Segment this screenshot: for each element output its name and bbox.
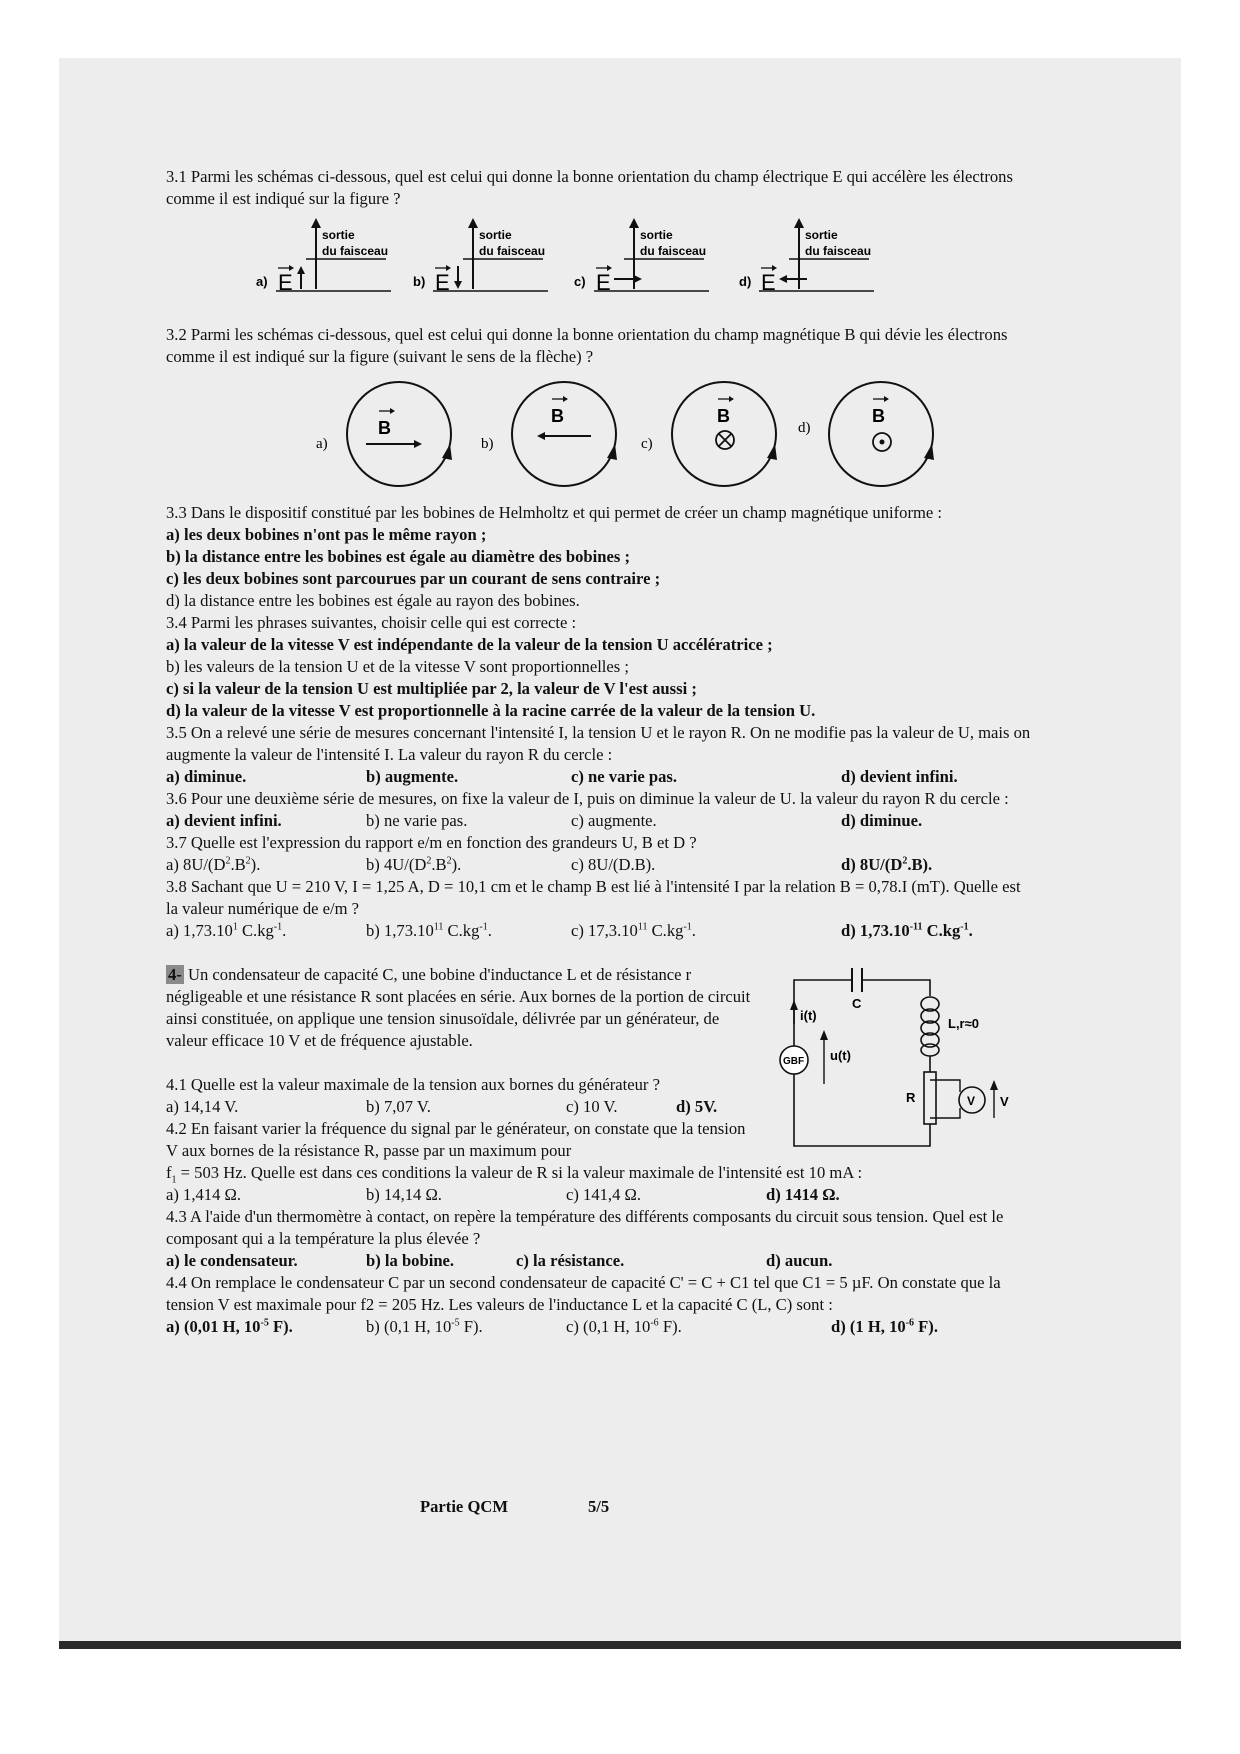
q43-option-b: b) la bobine.	[366, 1251, 455, 1270]
q35-option-c: c) ne varie pas.	[571, 767, 677, 786]
generator-label: GBF	[783, 1056, 805, 1067]
q41-stem: 4.1 Quelle est la valeur maximale de la tension aux bornes du générateur ?	[166, 1075, 660, 1094]
q33-option-c: c) les deux bobines sont parcourues par un courant de sens contraire ;	[166, 569, 661, 588]
q35-option-d: d) devient infini.	[841, 767, 958, 786]
q31-c-field: E	[596, 270, 611, 295]
q32-a-field: B	[378, 418, 391, 438]
q31-c-label2: du faisceau	[640, 244, 707, 258]
q31-a-label1: sortie	[322, 228, 355, 242]
tension-label: u(t)	[830, 1048, 851, 1063]
q43-option-c: c) la résistance.	[516, 1251, 625, 1270]
q42-options	[166, 1184, 1034, 1206]
q31-option-a: a)	[256, 274, 268, 289]
q34-option-b: b) les valeurs de la tension U et de la vitesse V sont proportionnelles ;	[166, 657, 629, 676]
rlc-circuit-diagram	[778, 964, 1018, 1164]
section-4	[166, 964, 1034, 1118]
q32-option-c: c)	[641, 436, 653, 452]
q31-c-label1: sortie	[640, 228, 673, 242]
capacitor-label: C	[852, 996, 862, 1011]
q32-b-field: B	[551, 406, 564, 426]
q35-option-b: b) augmente.	[366, 767, 459, 786]
q31-b-label2: du faisceau	[479, 244, 546, 258]
q44-option-a: a) (0,01 H, $10^{-5}$ F).	[166, 1317, 293, 1336]
q43-option-a: a) le condensateur.	[166, 1251, 298, 1270]
inductor-coil-icon	[921, 997, 939, 1056]
q36-option-b: b) ne varie pas.	[366, 811, 468, 830]
q36-options	[166, 810, 1034, 832]
q32-option-a: a)	[316, 436, 328, 452]
q35-options	[166, 766, 1034, 788]
q32-diagram-d	[798, 376, 986, 494]
q36-option-c: c) augmente.	[571, 811, 657, 830]
current-label: i(t)	[800, 1008, 817, 1023]
q44-option-d: d) (1 H, $10^{-6}$ F).	[831, 1317, 938, 1336]
q38-stem: 3.8 Sachant que U = 210 V, I = 1,25 A, D = 10,1 cm et le champ B est lié à l'intensité I par la relation B = 0,78.I (mT). Quelle est la valeur numérique de e/m ?	[166, 877, 1021, 918]
q41-options	[166, 1096, 758, 1118]
q44-option-c: c) (0,1 H, $10^{-6}$ F).	[566, 1317, 682, 1336]
q32-diagram-c	[641, 376, 821, 494]
inductor-label: L,r≈0	[948, 1016, 979, 1031]
q38-option-c: c) 17,3.10$^{11}$ $C.kg^{-1}$.	[571, 921, 696, 940]
q31-option-b: b)	[413, 274, 426, 289]
q36-option-a: a) devient infini.	[166, 811, 282, 830]
q37-options	[166, 854, 1034, 876]
q31-option-d: d)	[739, 274, 752, 289]
q31-a-label2: du faisceau	[322, 244, 389, 258]
q34-option-d: d) la valeur de la vitesse V est proportionnelle à la racine carrée de la valeur de la tension U.	[166, 701, 816, 720]
q34-option-c: c) si la valeur de la tension U est multipliée par 2, la valeur de V l'est aussi ;	[166, 679, 697, 698]
footer-title: Partie QCM	[420, 1497, 509, 1516]
q35-stem: 3.5 On a relevé une série de mesures concernant l'intensité I, la tension U et le rayon R. On ne modifie pas la valeur de U, mais on augmente la valeur de l'intensité I. La valeur du rayon R du cercle :	[166, 723, 1031, 764]
q31-c-arrow-right-icon	[634, 275, 642, 283]
q32-c-field: B	[717, 406, 730, 426]
q32-d-field: B	[872, 406, 885, 426]
q41-option-b: b) 7,07 V.	[366, 1097, 431, 1116]
q32-c-into-page-icon	[716, 431, 734, 449]
q37-option-c: c) 8U/(D.B).	[571, 855, 656, 874]
q37-option-a: a) $8U/(D^2.B^2)$.	[166, 855, 261, 874]
q33-option-b: b) la distance entre les bobines est égale au diamètre des bobines ;	[166, 547, 631, 566]
q32-stem: 3.2 Parmi les schémas ci-dessous, quel est celui qui donne la bonne orientation du champ magnétique B qui dévie les électrons comme il est indiqué sur la figure (suivant le sens de la flèche) ?	[166, 325, 1008, 366]
q35-option-a: a) diminue.	[166, 767, 247, 786]
q33-option-a: a) les deux bobines n'ont pas le même rayon ;	[166, 525, 487, 544]
q34-option-a: a) la valeur de la vitesse V est indépendante de la valeur de la tension U accélératrice ;	[166, 635, 773, 654]
q43-option-d: d) aucun.	[766, 1251, 833, 1270]
q42-option-c: c) 141,4 Ω.	[566, 1185, 642, 1204]
q42-option-a: a) 1,414 Ω.	[166, 1185, 242, 1204]
q31-a-arrow-up-icon	[297, 266, 305, 274]
q37-stem: 3.7 Quelle est l'expression du rapport e/m en fonction des grandeurs U, B et D ?	[166, 833, 697, 852]
q42-option-d: d) 1414 Ω.	[766, 1185, 840, 1204]
q44-options	[166, 1316, 1034, 1338]
q44-stem: 4.4 On remplace le condensateur C par un second condensateur de capacité C' = C + C1 tel que C1 = 5 µF. On constate que la tension V est maximale pour f2 = 205 Hz. Les valeurs de l'inductance L et la capacité C (L, C) sont :	[166, 1273, 1001, 1314]
document-body	[166, 166, 1034, 1338]
q31-diagrams	[166, 216, 1034, 316]
q44-option-b: b) (0,1 H, $10^{-5}$ F).	[366, 1317, 483, 1336]
q31-d-label1: sortie	[805, 228, 838, 242]
q31-b-field: E	[435, 270, 450, 295]
q37-option-d: d) $8U/(D^2.B)$.	[841, 855, 933, 874]
sec4-intro: 4- Un condensateur de capacité C, une bobine d'inductance L et de résistance r négligeable et une résistance R sont placées en série. Aux bornes de la portion de circuit ainsi constituée, on applique une tension sinusoïdale, délivrée par un générateur, de valeur efficace 10 V et de fréquence ajustable.	[166, 965, 751, 1050]
q43-options	[166, 1250, 1034, 1272]
q31-d-field: E	[761, 270, 776, 295]
resistor-label: R	[906, 1090, 916, 1105]
q36-stem: 3.6 Pour une deuxième série de mesures, on fixe la valeur de I, puis on diminue la valeur de U. la valeur du rayon R du cercle :	[166, 789, 1009, 808]
footer-page-number: 5/5	[588, 1497, 610, 1516]
q32-d-out-of-page-icon	[873, 433, 891, 451]
current-arrow-icon	[790, 1000, 798, 1010]
q34-stem: 3.4 Parmi les phrases suivantes, choisir celle qui est correcte :	[166, 613, 577, 632]
q32-diagram-a	[316, 376, 496, 494]
q38-option-b: b) 1,73.10$^{11}$ $C.kg^{-1}$.	[366, 921, 492, 940]
q32-option-b: b)	[481, 436, 494, 452]
q42-stem-cont: $f_1 = 503$ Hz. Quelle est dans ces conditions la valeur de R si la valeur maximale de l'intensité est 10 mA :	[166, 1163, 863, 1186]
q31-a-field: E	[278, 270, 293, 295]
q42-stem: 4.2 En faisant varier la fréquence du signal par le générateur, on constate que la tension V aux bornes de la résistance R, passe par un maximum pour	[166, 1119, 746, 1160]
q31-b-arrow-down-icon	[454, 281, 462, 289]
q42-option-b: b) 14,14 Ω.	[366, 1185, 442, 1204]
q38-option-d: d) $1,73.10^{-11}$ $C.kg^{-1}$.	[841, 921, 973, 940]
voltmeter-symbol: V	[967, 1094, 976, 1108]
q41-option-d: d) 5V.	[676, 1097, 718, 1116]
page-footer	[420, 1497, 609, 1517]
q32-a-arrow-right-icon	[414, 440, 422, 448]
q38-options	[166, 920, 1034, 942]
q38-option-a: a) 1,73.10$^1$ $C.kg^{-1}$.	[166, 921, 287, 940]
q36-option-d: d) diminue.	[841, 811, 923, 830]
q31-d-arrow-left-icon	[779, 275, 787, 283]
q41-option-a: a) 14,14 V.	[166, 1097, 239, 1116]
voltage-arrow-icon	[990, 1080, 998, 1090]
q31-d-label2: du faisceau	[805, 244, 872, 258]
tension-arrow-icon	[820, 1030, 828, 1040]
q33-option-d: d) la distance entre les bobines est égale au rayon des bobines.	[166, 591, 580, 610]
q43-stem: 4.3 A l'aide d'un thermomètre à contact, on repère la température des différents composants du circuit sous tension. Quel est le composant qui a la température la plus élevée ?	[166, 1207, 1004, 1248]
sec4-number: 4-	[168, 965, 182, 984]
q31-option-c: c)	[574, 274, 586, 289]
q32-diagrams	[166, 376, 1034, 494]
q31-b-label1: sortie	[479, 228, 512, 242]
q33-stem: 3.3 Dans le dispositif constitué par les bobines de Helmholtz et qui permet de créer un champ magnétique uniforme :	[166, 503, 943, 522]
voltage-label: V	[1000, 1094, 1009, 1109]
q32-diagram-b	[481, 376, 661, 494]
q32-b-arrow-left-icon	[537, 432, 545, 440]
q31-diagram-d	[739, 216, 949, 316]
capacitor-icon	[852, 968, 862, 992]
q32-option-d: d)	[798, 420, 811, 436]
q31-stem: 3.1 Parmi les schémas ci-dessous, quel est celui qui donne la bonne orientation du champ électrique E qui accélère les électrons comme il est indiqué sur la figure ?	[166, 167, 1013, 208]
q37-option-b: b) $4U/(D^2.B^2)$.	[366, 855, 462, 874]
q41-option-c: c) 10 V.	[566, 1097, 618, 1116]
